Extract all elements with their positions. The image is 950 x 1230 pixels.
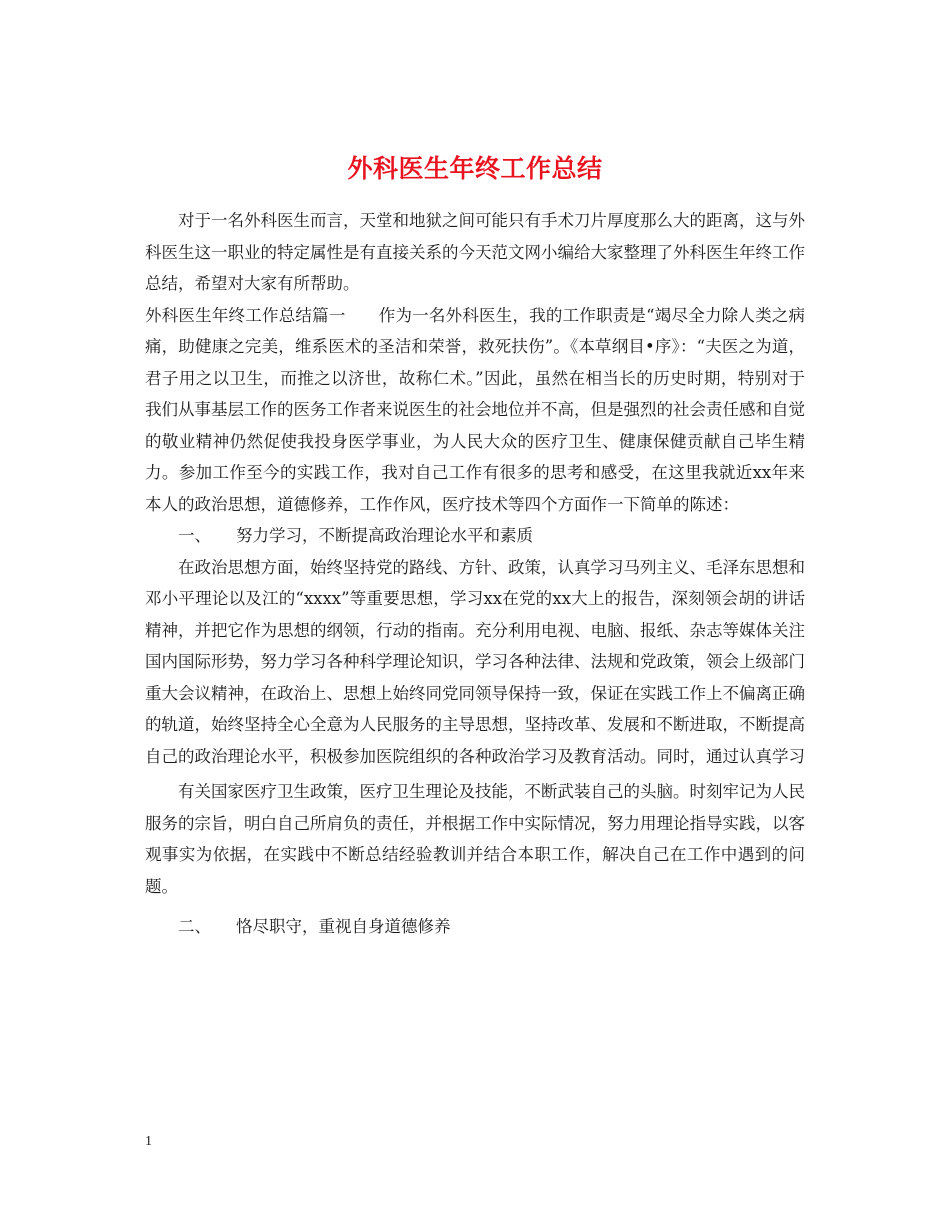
section-one-heading-text: 努力学习，不断提高政治理论水平和素质 <box>236 526 533 545</box>
article-lead-text: 作为一名外科医生，我的工作职责是“竭尽全力除人类之病痛，助健康之完美，维系医术的圣洁和荣誉，救死扶伤”。《本草纲目•序》：“夫医之为道，君子用之以卫生，而推之以济世，故称仁术。”因此，虽然在相当长的历史时期，特别对于我们从事基层工作的医务工作者来说医生的社会地位并不高，但是强烈的社会责任感和自觉的敬业精神仍然促使我投身医学事业，为人民大众的医疗卫生、健康保健贡献自己毕生精力。参加工作至今的实践工作，我对自己工作有很多的思考和感受，在这里我就近xx年来本人的政治思想，道德修养，工作作风，医疗技术等四个方面作一下简单的陈述： <box>145 305 805 514</box>
article-label: 外科医生年终工作总结篇一 <box>145 305 346 325</box>
section-one-number: 一、 <box>178 526 211 545</box>
section-two-heading <box>145 911 805 943</box>
section-two-number: 二、 <box>178 917 211 936</box>
document-body <box>145 205 805 943</box>
section-one-paragraph-1: 在政治思想方面，始终坚持党的路线、方针、政策，认真学习马列主义、毛泽东思想和邓小平理论以及江的“xxxx”等重要思想，学习xx在党的xx大上的报告，深刻领会胡的讲话精神，并把它作为思想的纲领，行动的指南。充分利用电视、电脑、报纸、杂志等媒体关注国内国际形势，努力学习各种科学理论知识，学习各种法律、法规和党政策，领会上级部门重大会议精神，在政治上、思想上始终同党同领导保持一致，保证在实践工作上不偏离正确的轨道，始终坚持全心全意为人民服务的主导思想，坚持改革、发展和不断进取，不断提高自己的政治理论水平，积极参加医院组织的各种政治学习及教育活动。同时，通过认真学习 <box>145 557 805 766</box>
article-first-paragraph <box>145 300 805 521</box>
page-title: 外科医生年终工作总结 <box>347 153 603 183</box>
page-number: 1 <box>145 1134 152 1149</box>
section-one-heading <box>145 520 805 552</box>
section-two-heading-text: 恪尽职守，重视自身道德修养 <box>236 917 451 936</box>
intro-paragraph: 对于一名外科医生而言，天堂和地狱之间可能只有手术刀片厚度那么大的距离，这与外科医生这一职业的特定属性是有直接关系的今天范文网小编给大家整理了外科医生年终工作总结，希望对大家有所帮助。 <box>145 211 805 293</box>
article-label-gap <box>346 306 379 325</box>
section-one-paragraph-2: 有关国家医疗卫生政策，医疗卫生理论及技能，不断武装自己的头脑。时刻牢记为人民服务的宗旨，明白自己所肩负的责任，并根据工作中实际情况，努力用理论指导实践，以客观事实为依据，在实践中不断总结经验教训并结合本职工作，解决自己在工作中遇到的问题。 <box>145 782 805 896</box>
